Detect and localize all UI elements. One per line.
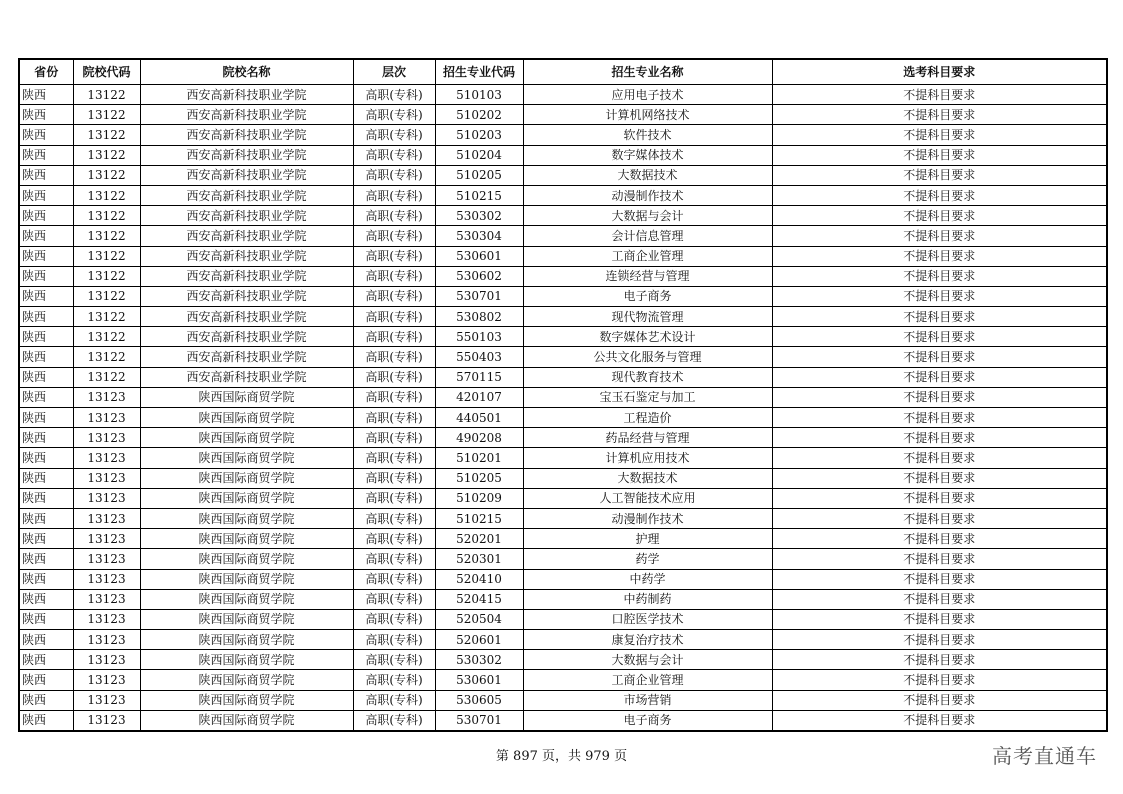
cell-subject-requirement: 不提科目要求 [772, 569, 1107, 589]
cell-level: 高职(专科) [353, 468, 435, 488]
cell-school-code: 13122 [73, 307, 140, 327]
cell-province: 陕西 [19, 246, 73, 266]
table-row [19, 488, 1107, 508]
cell-major-name: 数字媒体技术 [523, 145, 772, 165]
cell-major-code: 510205 [435, 468, 523, 488]
cell-school-code: 13123 [73, 670, 140, 690]
cell-major-name: 会计信息管理 [523, 226, 772, 246]
cell-school-code: 13122 [73, 206, 140, 226]
cell-school-code: 13123 [73, 690, 140, 710]
cell-major-name: 中药学 [523, 569, 772, 589]
table-row [19, 589, 1107, 609]
cell-school-code: 13123 [73, 549, 140, 569]
cell-school-name: 西安高新科技职业学院 [140, 367, 353, 387]
cell-school-code: 13122 [73, 85, 140, 105]
cell-province: 陕西 [19, 589, 73, 609]
cell-school-code: 13123 [73, 589, 140, 609]
cell-level: 高职(专科) [353, 710, 435, 731]
cell-level: 高职(专科) [353, 246, 435, 266]
table-row [19, 266, 1107, 286]
cell-major-name: 工商企业管理 [523, 670, 772, 690]
cell-level: 高职(专科) [353, 367, 435, 387]
header-level: 层次 [353, 59, 435, 85]
cell-school-name: 西安高新科技职业学院 [140, 286, 353, 306]
cell-level: 高职(专科) [353, 347, 435, 367]
table-row [19, 650, 1107, 670]
table-row [19, 609, 1107, 629]
cell-school-code: 13123 [73, 710, 140, 731]
cell-major-code: 510204 [435, 145, 523, 165]
cell-province: 陕西 [19, 609, 73, 629]
cell-major-name: 现代教育技术 [523, 367, 772, 387]
table-row [19, 408, 1107, 428]
cell-school-code: 13123 [73, 448, 140, 468]
cell-level: 高职(专科) [353, 145, 435, 165]
cell-major-code: 520504 [435, 609, 523, 629]
cell-major-code: 520410 [435, 569, 523, 589]
cell-school-name: 陕西国际商贸学院 [140, 508, 353, 528]
cell-major-code: 530802 [435, 307, 523, 327]
cell-province: 陕西 [19, 408, 73, 428]
table-row [19, 286, 1107, 306]
cell-province: 陕西 [19, 468, 73, 488]
cell-school-name: 陕西国际商贸学院 [140, 569, 353, 589]
cell-school-name: 西安高新科技职业学院 [140, 185, 353, 205]
cell-subject-requirement: 不提科目要求 [772, 508, 1107, 528]
cell-major-code: 530605 [435, 690, 523, 710]
cell-level: 高职(专科) [353, 165, 435, 185]
cell-subject-requirement: 不提科目要求 [772, 246, 1107, 266]
table-row [19, 690, 1107, 710]
cell-subject-requirement: 不提科目要求 [772, 165, 1107, 185]
cell-school-name: 陕西国际商贸学院 [140, 609, 353, 629]
header-row [19, 59, 1107, 85]
cell-major-name: 电子商务 [523, 286, 772, 306]
cell-school-code: 13123 [73, 508, 140, 528]
cell-school-code: 13122 [73, 286, 140, 306]
cell-school-name: 陕西国际商贸学院 [140, 468, 353, 488]
table-row [19, 347, 1107, 367]
cell-major-name: 药品经营与管理 [523, 428, 772, 448]
cell-school-code: 13123 [73, 529, 140, 549]
cell-subject-requirement: 不提科目要求 [772, 609, 1107, 629]
table-row [19, 549, 1107, 569]
cell-major-name: 动漫制作技术 [523, 508, 772, 528]
cell-major-code: 570115 [435, 367, 523, 387]
cell-subject-requirement: 不提科目要求 [772, 448, 1107, 468]
cell-major-name: 大数据与会计 [523, 650, 772, 670]
cell-school-name: 陕西国际商贸学院 [140, 650, 353, 670]
cell-subject-requirement: 不提科目要求 [772, 266, 1107, 286]
cell-school-name: 陕西国际商贸学院 [140, 710, 353, 731]
table-row [19, 468, 1107, 488]
cell-major-name: 大数据与会计 [523, 206, 772, 226]
cell-level: 高职(专科) [353, 650, 435, 670]
cell-subject-requirement: 不提科目要求 [772, 85, 1107, 105]
cell-level: 高职(专科) [353, 428, 435, 448]
table-row [19, 226, 1107, 246]
cell-school-code: 13123 [73, 650, 140, 670]
cell-level: 高职(专科) [353, 670, 435, 690]
cell-province: 陕西 [19, 286, 73, 306]
cell-major-name: 计算机网络技术 [523, 105, 772, 125]
cell-major-name: 人工智能技术应用 [523, 488, 772, 508]
cell-school-name: 西安高新科技职业学院 [140, 266, 353, 286]
cell-major-code: 510103 [435, 85, 523, 105]
cell-subject-requirement: 不提科目要求 [772, 710, 1107, 731]
cell-subject-requirement: 不提科目要求 [772, 286, 1107, 306]
cell-province: 陕西 [19, 630, 73, 650]
cell-school-code: 13122 [73, 185, 140, 205]
cell-province: 陕西 [19, 488, 73, 508]
cell-province: 陕西 [19, 569, 73, 589]
cell-major-name: 现代物流管理 [523, 307, 772, 327]
cell-level: 高职(专科) [353, 226, 435, 246]
cell-major-name: 护理 [523, 529, 772, 549]
cell-subject-requirement: 不提科目要求 [772, 488, 1107, 508]
cell-school-code: 13123 [73, 488, 140, 508]
cell-major-code: 530302 [435, 206, 523, 226]
cell-major-code: 550403 [435, 347, 523, 367]
cell-subject-requirement: 不提科目要求 [772, 367, 1107, 387]
cell-major-name: 康复治疗技术 [523, 630, 772, 650]
cell-level: 高职(专科) [353, 266, 435, 286]
cell-major-code: 510209 [435, 488, 523, 508]
table-row [19, 327, 1107, 347]
cell-school-code: 13122 [73, 125, 140, 145]
cell-level: 高职(专科) [353, 630, 435, 650]
cell-subject-requirement: 不提科目要求 [772, 690, 1107, 710]
cell-school-name: 陕西国际商贸学院 [140, 387, 353, 407]
cell-province: 陕西 [19, 145, 73, 165]
cell-major-code: 510203 [435, 125, 523, 145]
cell-school-name: 陕西国际商贸学院 [140, 428, 353, 448]
table-row [19, 387, 1107, 407]
table-row [19, 448, 1107, 468]
cell-school-code: 13123 [73, 408, 140, 428]
cell-province: 陕西 [19, 85, 73, 105]
cell-subject-requirement: 不提科目要求 [772, 387, 1107, 407]
cell-major-code: 520601 [435, 630, 523, 650]
cell-major-name: 中药制药 [523, 589, 772, 609]
cell-subject-requirement: 不提科目要求 [772, 408, 1107, 428]
cell-province: 陕西 [19, 266, 73, 286]
cell-school-name: 西安高新科技职业学院 [140, 307, 353, 327]
header-school-name: 院校名称 [140, 59, 353, 85]
table-row [19, 145, 1107, 165]
cell-major-code: 530302 [435, 650, 523, 670]
cell-school-name: 西安高新科技职业学院 [140, 85, 353, 105]
table-row [19, 508, 1107, 528]
cell-school-name: 西安高新科技职业学院 [140, 125, 353, 145]
table-row [19, 670, 1107, 690]
cell-school-name: 西安高新科技职业学院 [140, 105, 353, 125]
cell-major-code: 510205 [435, 165, 523, 185]
cell-subject-requirement: 不提科目要求 [772, 347, 1107, 367]
cell-major-name: 口腔医学技术 [523, 609, 772, 629]
table-row [19, 710, 1107, 731]
cell-province: 陕西 [19, 508, 73, 528]
cell-major-code: 490208 [435, 428, 523, 448]
cell-major-code: 530601 [435, 246, 523, 266]
cell-province: 陕西 [19, 125, 73, 145]
cell-province: 陕西 [19, 206, 73, 226]
cell-province: 陕西 [19, 650, 73, 670]
cell-level: 高职(专科) [353, 408, 435, 428]
table-row [19, 85, 1107, 105]
cell-major-code: 510215 [435, 508, 523, 528]
table-row [19, 367, 1107, 387]
cell-major-code: 530601 [435, 670, 523, 690]
cell-subject-requirement: 不提科目要求 [772, 185, 1107, 205]
cell-school-code: 13122 [73, 226, 140, 246]
cell-school-code: 13123 [73, 609, 140, 629]
header-major-name: 招生专业名称 [523, 59, 772, 85]
cell-subject-requirement: 不提科目要求 [772, 589, 1107, 609]
cell-province: 陕西 [19, 105, 73, 125]
cell-subject-requirement: 不提科目要求 [772, 105, 1107, 125]
cell-major-name: 连锁经营与管理 [523, 266, 772, 286]
cell-subject-requirement: 不提科目要求 [772, 307, 1107, 327]
cell-school-name: 陕西国际商贸学院 [140, 448, 353, 468]
cell-province: 陕西 [19, 226, 73, 246]
cell-school-name: 西安高新科技职业学院 [140, 327, 353, 347]
cell-level: 高职(专科) [353, 185, 435, 205]
header-major-code: 招生专业代码 [435, 59, 523, 85]
cell-major-code: 530602 [435, 266, 523, 286]
cell-subject-requirement: 不提科目要求 [772, 468, 1107, 488]
table-row [19, 428, 1107, 448]
cell-school-name: 陕西国际商贸学院 [140, 630, 353, 650]
cell-subject-requirement: 不提科目要求 [772, 125, 1107, 145]
cell-level: 高职(专科) [353, 589, 435, 609]
table-row [19, 569, 1107, 589]
cell-major-code: 530701 [435, 286, 523, 306]
cell-province: 陕西 [19, 367, 73, 387]
cell-level: 高职(专科) [353, 85, 435, 105]
cell-province: 陕西 [19, 690, 73, 710]
cell-major-name: 工程造价 [523, 408, 772, 428]
cell-subject-requirement: 不提科目要求 [772, 529, 1107, 549]
cell-province: 陕西 [19, 387, 73, 407]
header-province: 省份 [19, 59, 73, 85]
cell-school-name: 西安高新科技职业学院 [140, 145, 353, 165]
cell-school-code: 13123 [73, 387, 140, 407]
cell-school-code: 13122 [73, 246, 140, 266]
cell-level: 高职(专科) [353, 529, 435, 549]
cell-school-name: 陕西国际商贸学院 [140, 408, 353, 428]
admission-table [18, 58, 1108, 732]
table-row [19, 529, 1107, 549]
table-row [19, 246, 1107, 266]
cell-major-code: 420107 [435, 387, 523, 407]
cell-major-code: 520415 [435, 589, 523, 609]
cell-school-name: 西安高新科技职业学院 [140, 226, 353, 246]
cell-school-code: 13122 [73, 165, 140, 185]
cell-province: 陕西 [19, 307, 73, 327]
cell-major-code: 510201 [435, 448, 523, 468]
cell-major-name: 软件技术 [523, 125, 772, 145]
cell-major-name: 公共文化服务与管理 [523, 347, 772, 367]
cell-major-name: 应用电子技术 [523, 85, 772, 105]
cell-major-name: 动漫制作技术 [523, 185, 772, 205]
cell-subject-requirement: 不提科目要求 [772, 650, 1107, 670]
table-row [19, 630, 1107, 650]
cell-major-name: 数字媒体艺术设计 [523, 327, 772, 347]
table-row [19, 185, 1107, 205]
cell-province: 陕西 [19, 710, 73, 731]
cell-school-name: 西安高新科技职业学院 [140, 347, 353, 367]
cell-province: 陕西 [19, 670, 73, 690]
header-school-code: 院校代码 [73, 59, 140, 85]
cell-level: 高职(专科) [353, 488, 435, 508]
cell-school-name: 陕西国际商贸学院 [140, 690, 353, 710]
cell-school-name: 陕西国际商贸学院 [140, 589, 353, 609]
watermark-logo: 高考直通车 [992, 744, 1097, 768]
cell-school-code: 13122 [73, 145, 140, 165]
cell-province: 陕西 [19, 448, 73, 468]
cell-major-code: 510202 [435, 105, 523, 125]
cell-level: 高职(专科) [353, 609, 435, 629]
cell-major-code: 520301 [435, 549, 523, 569]
cell-province: 陕西 [19, 529, 73, 549]
cell-school-code: 13122 [73, 367, 140, 387]
cell-level: 高职(专科) [353, 569, 435, 589]
cell-major-code: 440501 [435, 408, 523, 428]
cell-school-code: 13122 [73, 266, 140, 286]
cell-province: 陕西 [19, 347, 73, 367]
cell-province: 陕西 [19, 428, 73, 448]
page-number: 第 897 页，共 979 页 [495, 749, 628, 764]
cell-major-code: 520201 [435, 529, 523, 549]
cell-province: 陕西 [19, 185, 73, 205]
cell-major-name: 宝玉石鉴定与加工 [523, 387, 772, 407]
cell-school-name: 西安高新科技职业学院 [140, 246, 353, 266]
cell-school-code: 13123 [73, 468, 140, 488]
cell-school-code: 13122 [73, 327, 140, 347]
cell-province: 陕西 [19, 165, 73, 185]
cell-level: 高职(专科) [353, 549, 435, 569]
cell-subject-requirement: 不提科目要求 [772, 630, 1107, 650]
cell-school-name: 陕西国际商贸学院 [140, 488, 353, 508]
cell-school-code: 13122 [73, 347, 140, 367]
table-row [19, 165, 1107, 185]
cell-level: 高职(专科) [353, 448, 435, 468]
table-row [19, 125, 1107, 145]
cell-school-code: 13123 [73, 428, 140, 448]
cell-level: 高职(专科) [353, 125, 435, 145]
table-row [19, 105, 1107, 125]
cell-level: 高职(专科) [353, 105, 435, 125]
cell-subject-requirement: 不提科目要求 [772, 206, 1107, 226]
cell-level: 高职(专科) [353, 286, 435, 306]
cell-subject-requirement: 不提科目要求 [772, 226, 1107, 246]
cell-school-name: 陕西国际商贸学院 [140, 549, 353, 569]
cell-province: 陕西 [19, 549, 73, 569]
cell-level: 高职(专科) [353, 508, 435, 528]
cell-school-name: 陕西国际商贸学院 [140, 529, 353, 549]
cell-subject-requirement: 不提科目要求 [772, 327, 1107, 347]
cell-school-code: 13122 [73, 105, 140, 125]
cell-level: 高职(专科) [353, 690, 435, 710]
cell-subject-requirement: 不提科目要求 [772, 549, 1107, 569]
cell-school-name: 西安高新科技职业学院 [140, 206, 353, 226]
cell-major-name: 工商企业管理 [523, 246, 772, 266]
cell-major-code: 550103 [435, 327, 523, 347]
cell-province: 陕西 [19, 327, 73, 347]
cell-major-name: 大数据技术 [523, 165, 772, 185]
cell-major-name: 市场营销 [523, 690, 772, 710]
header-subject-requirement: 选考科目要求 [772, 59, 1107, 85]
cell-major-name: 计算机应用技术 [523, 448, 772, 468]
cell-level: 高职(专科) [353, 206, 435, 226]
cell-major-code: 510215 [435, 185, 523, 205]
cell-school-name: 西安高新科技职业学院 [140, 165, 353, 185]
cell-level: 高职(专科) [353, 307, 435, 327]
cell-major-code: 530304 [435, 226, 523, 246]
cell-subject-requirement: 不提科目要求 [772, 670, 1107, 690]
cell-major-code: 530701 [435, 710, 523, 731]
cell-subject-requirement: 不提科目要求 [772, 145, 1107, 165]
cell-level: 高职(专科) [353, 327, 435, 347]
cell-major-name: 药学 [523, 549, 772, 569]
table-row [19, 307, 1107, 327]
cell-school-code: 13123 [73, 569, 140, 589]
cell-school-code: 13123 [73, 630, 140, 650]
table-row [19, 206, 1107, 226]
cell-major-name: 大数据技术 [523, 468, 772, 488]
cell-major-name: 电子商务 [523, 710, 772, 731]
cell-school-name: 陕西国际商贸学院 [140, 670, 353, 690]
cell-subject-requirement: 不提科目要求 [772, 428, 1107, 448]
cell-level: 高职(专科) [353, 387, 435, 407]
